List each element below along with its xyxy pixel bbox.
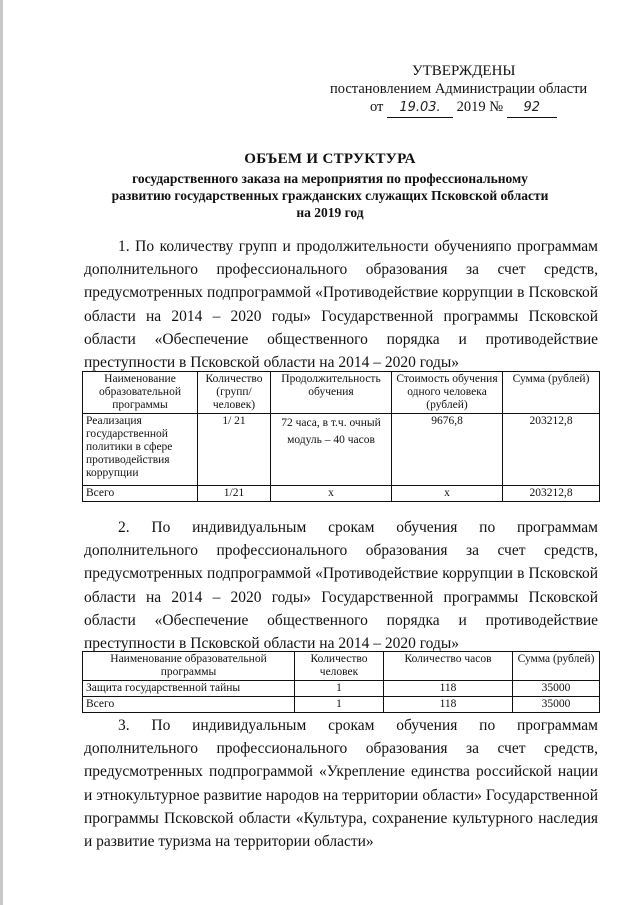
table-header-cell: Количество часов: [384, 652, 513, 681]
subtitle-line-3: на 2019 год: [296, 205, 364, 220]
table-header-row: [83, 652, 600, 681]
paragraph-3: [84, 714, 598, 853]
paragraph-1: [84, 235, 598, 374]
paragraph-3-text: 3. По индивидуальным срокам обучения по программам дополнительного профессионального образования за счет средств, предусмотренных подпрограммой «Укрепление единства российской нации и этнокультурное развитие народов на территории области» Государственной программы Псковской области «Культура, сохранение культурного наследия и развитие туризма на территории области»: [84, 717, 598, 851]
table-cell: х: [271, 486, 392, 502]
table-cell: 1/ 21: [198, 414, 271, 486]
table-cell: 1/21: [198, 486, 271, 502]
approval-date-line: [330, 98, 600, 118]
table-header-cell: Количество (групп/ человек): [198, 372, 271, 414]
table-cell: 203212,8: [503, 486, 600, 502]
handwritten-date: 19.03.: [387, 99, 453, 118]
table-cell: 118: [384, 681, 513, 697]
table-cell: х: [392, 486, 503, 502]
table-header-row: [83, 372, 600, 414]
date-prefix: от: [370, 99, 384, 115]
table-group-training: [82, 371, 600, 502]
table-cell: 118: [384, 697, 513, 713]
document-subtitle: [60, 170, 600, 221]
table-header-cell: Стоимость обучения одного человека (рублей): [392, 372, 503, 414]
table-header-cell: Наименование образовательной программы: [83, 372, 198, 414]
approval-heading: УТВЕРЖДЕНЫ: [412, 63, 516, 79]
table-header-cell: Продолжительность обучения: [271, 372, 392, 414]
table-cell: 72 часа, в т.ч. очный модуль – 40 часов: [271, 414, 392, 486]
document-title: ОБЪЕМ И СТРУКТУРА: [244, 151, 416, 167]
paragraph-1-text: 1. По количеству групп и продолжительности обученияпо программам дополнительного профессионального образования за счет средств, предусмотренных подпрограммой «Противодействие коррупции в Псковской области на 2014 – 2020 годы» Государственной программы Псковской области «Обеспечение общественного порядка и противодействие преступности в Псковской области на 2014 – 2020 годы»: [84, 238, 598, 372]
table-cell: 203212,8: [503, 414, 600, 486]
table-row: [83, 681, 600, 697]
table-cell: Защита государственной тайны: [83, 681, 295, 697]
table-cell: 35000: [513, 681, 600, 697]
table-cell: 1: [295, 697, 384, 713]
approval-block: [330, 62, 600, 118]
table-header-cell: Наименование образовательной программы: [83, 652, 295, 681]
table-header-cell: Сумма (рублей): [513, 652, 600, 681]
table-individual-training: [82, 651, 600, 713]
handwritten-number: 92: [507, 99, 557, 118]
table-cell: Всего: [83, 486, 198, 502]
table-row: [83, 414, 600, 486]
table-cell: Реализация государственной политики в сфере противодействия коррупции: [83, 414, 198, 486]
subtitle-line-1: государственного заказа на мероприятия по профессиональному: [132, 171, 528, 186]
subtitle-line-2: развитию государственных гражданских служащих Псковской области: [111, 188, 549, 203]
paragraph-2-text: 2. По индивидуальным срокам обучения по программам дополнительного профессионального образования за счет средств, предусмотренных подпрограммой «Противодействие коррупции в Псковской области на 2014 – 2020 годы» Государственной программы Псковской области «Обеспечение общественного порядка и противодействие преступности в Псковской области на 2014 – 2020 годы»: [84, 519, 598, 653]
year-label: 2019 №: [456, 99, 504, 115]
table-total-row: [83, 697, 600, 713]
paragraph-2: [84, 516, 598, 655]
table-cell: 9676,8: [392, 414, 503, 486]
table-header-cell: Количество человек: [295, 652, 384, 681]
scan-edge: [0, 0, 3, 905]
table-cell: Всего: [83, 697, 295, 713]
table-header-cell: Сумма (рублей): [503, 372, 600, 414]
table-cell: 1: [295, 681, 384, 697]
approval-resolution: постановлением Администрации области: [330, 81, 588, 97]
table-total-row: [83, 486, 600, 502]
table-cell: 35000: [513, 697, 600, 713]
